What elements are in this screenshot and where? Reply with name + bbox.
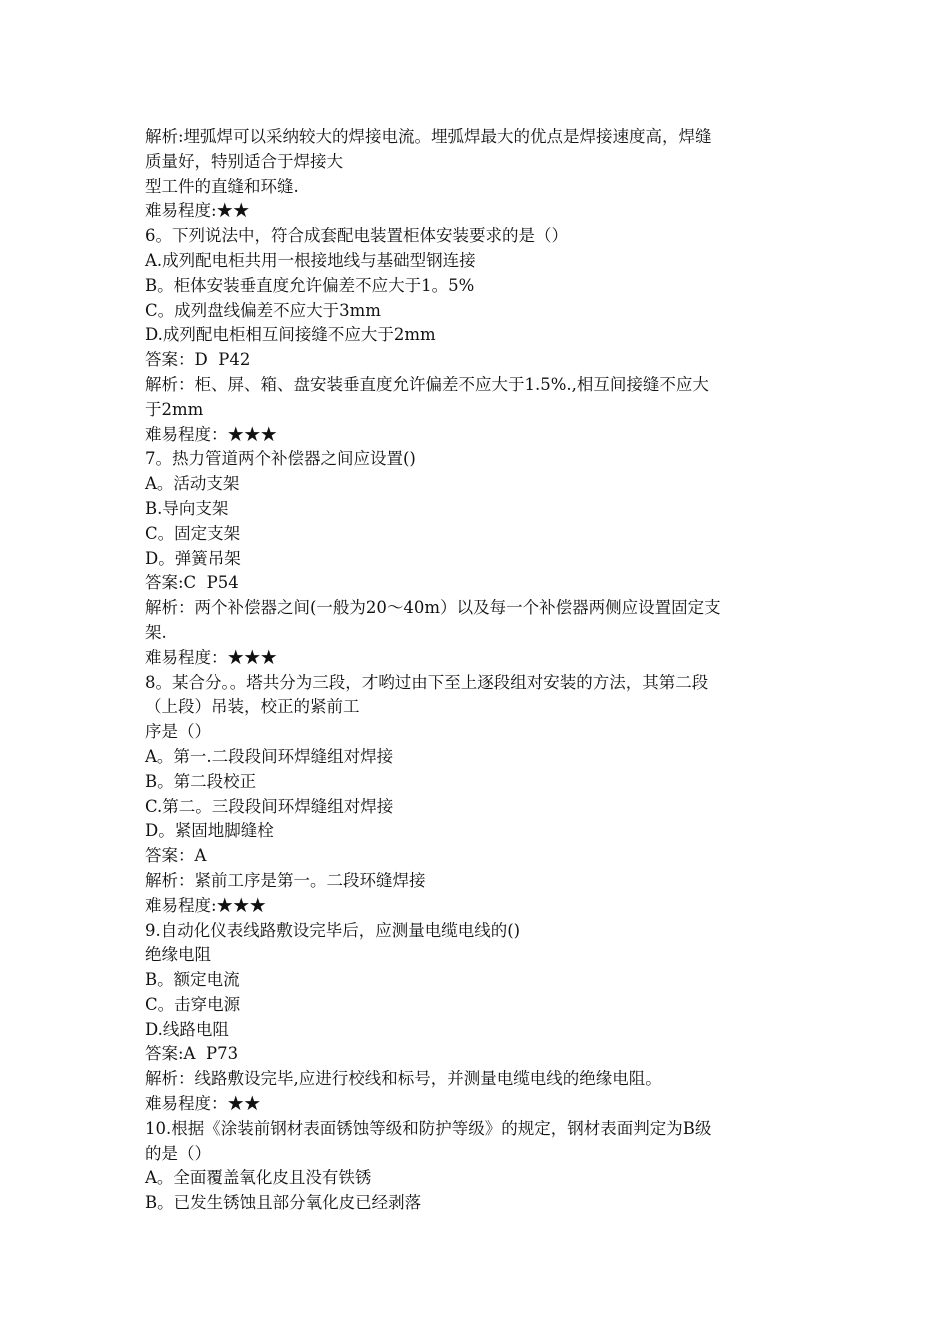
answer-line: 答案:C P54 [145,573,239,593]
explanation-line: 解析：线路敷设完毕,应进行校线和标号，并测量电缆电线的绝缘电阻。 [145,1069,662,1089]
document-body [145,125,815,1216]
option-b: B.导向支架 [145,498,229,518]
option-a: A。全面覆盖氧化皮且没有铁锈 [145,1168,372,1188]
option-b: B。第二段校正 [145,771,257,791]
option-a: A.成列配电柜共用一根接地线与基础型钢连接 [145,250,476,270]
difficulty-rating: 难易程度：★★ [145,1094,261,1114]
option-c: C.第二。三段段间环焊缝组对焊接 [145,796,394,816]
question-7: 7。热力管道两个补偿器之间应设置() [145,449,416,469]
answer-line: 答案：A [145,846,207,866]
question-8-continued: （上段）吊装，校正的紧前工 [145,697,360,717]
explanation-line: 解析：两个补偿器之间(一般为20～40m）以及每一个补偿器两侧应设置固定支 [145,598,721,618]
option-d: D.线路电阻 [145,1019,229,1039]
question-10: 10.根据《涂装前钢材表面锈蚀等级和防护等级》的规定，钢材表面判定为B级 [145,1118,712,1138]
option-a: 绝缘电阻 [145,945,211,965]
option-c: C。击穿电源 [145,994,241,1014]
question-9: 9.自动化仪表线路敷设完毕后，应测量电缆电线的() [145,920,521,940]
option-a: A。第一.二段段间环焊缝组对焊接 [145,746,394,766]
question-6: 6。下列说法中，符合成套配电装置柜体安装要求的是（） [145,226,568,246]
difficulty-rating: 难易程度：★★★ [145,424,277,444]
explanation-line: 架. [145,622,167,642]
answer-line: 答案：D P42 [145,350,251,370]
explanation-line: 解析：紧前工序是第一。二段环缝焊接 [145,870,426,890]
text-line: 质量好，特别适合于焊接大 [145,151,343,171]
text-line: 型工件的直缝和环缝. [145,176,299,196]
question-8-continued: 序是（） [145,722,211,742]
option-d: D。紧固地脚缝栓 [145,821,274,841]
difficulty-rating: 难易程度：★★★ [145,647,277,667]
difficulty-rating: 难易程度:★★★ [145,895,267,915]
option-a: A。活动支架 [145,474,240,494]
explanation-line: 解析：柜、屏、箱、盘安装垂直度允许偏差不应大于1.5%.,相互间接缝不应大 [145,374,709,394]
explanation-line: 于2mm [145,399,204,419]
option-d: D.成列配电柜相互间接缝不应大于2mm [145,325,436,345]
question-10-continued: 的是（） [145,1143,211,1163]
text-line: 解析:埋弧焊可以采纳较大的焊接电流。埋弧焊最大的优点是焊接速度高，焊缝 [145,127,712,146]
option-c: C。成列盘线偏差不应大于3mm [145,300,381,320]
option-b: B。额定电流 [145,970,240,990]
option-b: B。已发生锈蚀且部分氧化皮已经剥落 [145,1193,422,1213]
answer-line: 答案:A P73 [145,1044,239,1064]
option-d: D。弹簧吊架 [145,548,241,568]
option-c: C。固定支架 [145,523,241,543]
question-8: 8。某合分。。塔共分为三段，才哟过由下至上逐段组对安装的方法，其第二段 [145,672,709,692]
difficulty-rating: 难易程度:★★ [145,201,250,221]
option-b: B。柜体安装垂直度允许偏差不应大于1。5% [145,275,475,295]
